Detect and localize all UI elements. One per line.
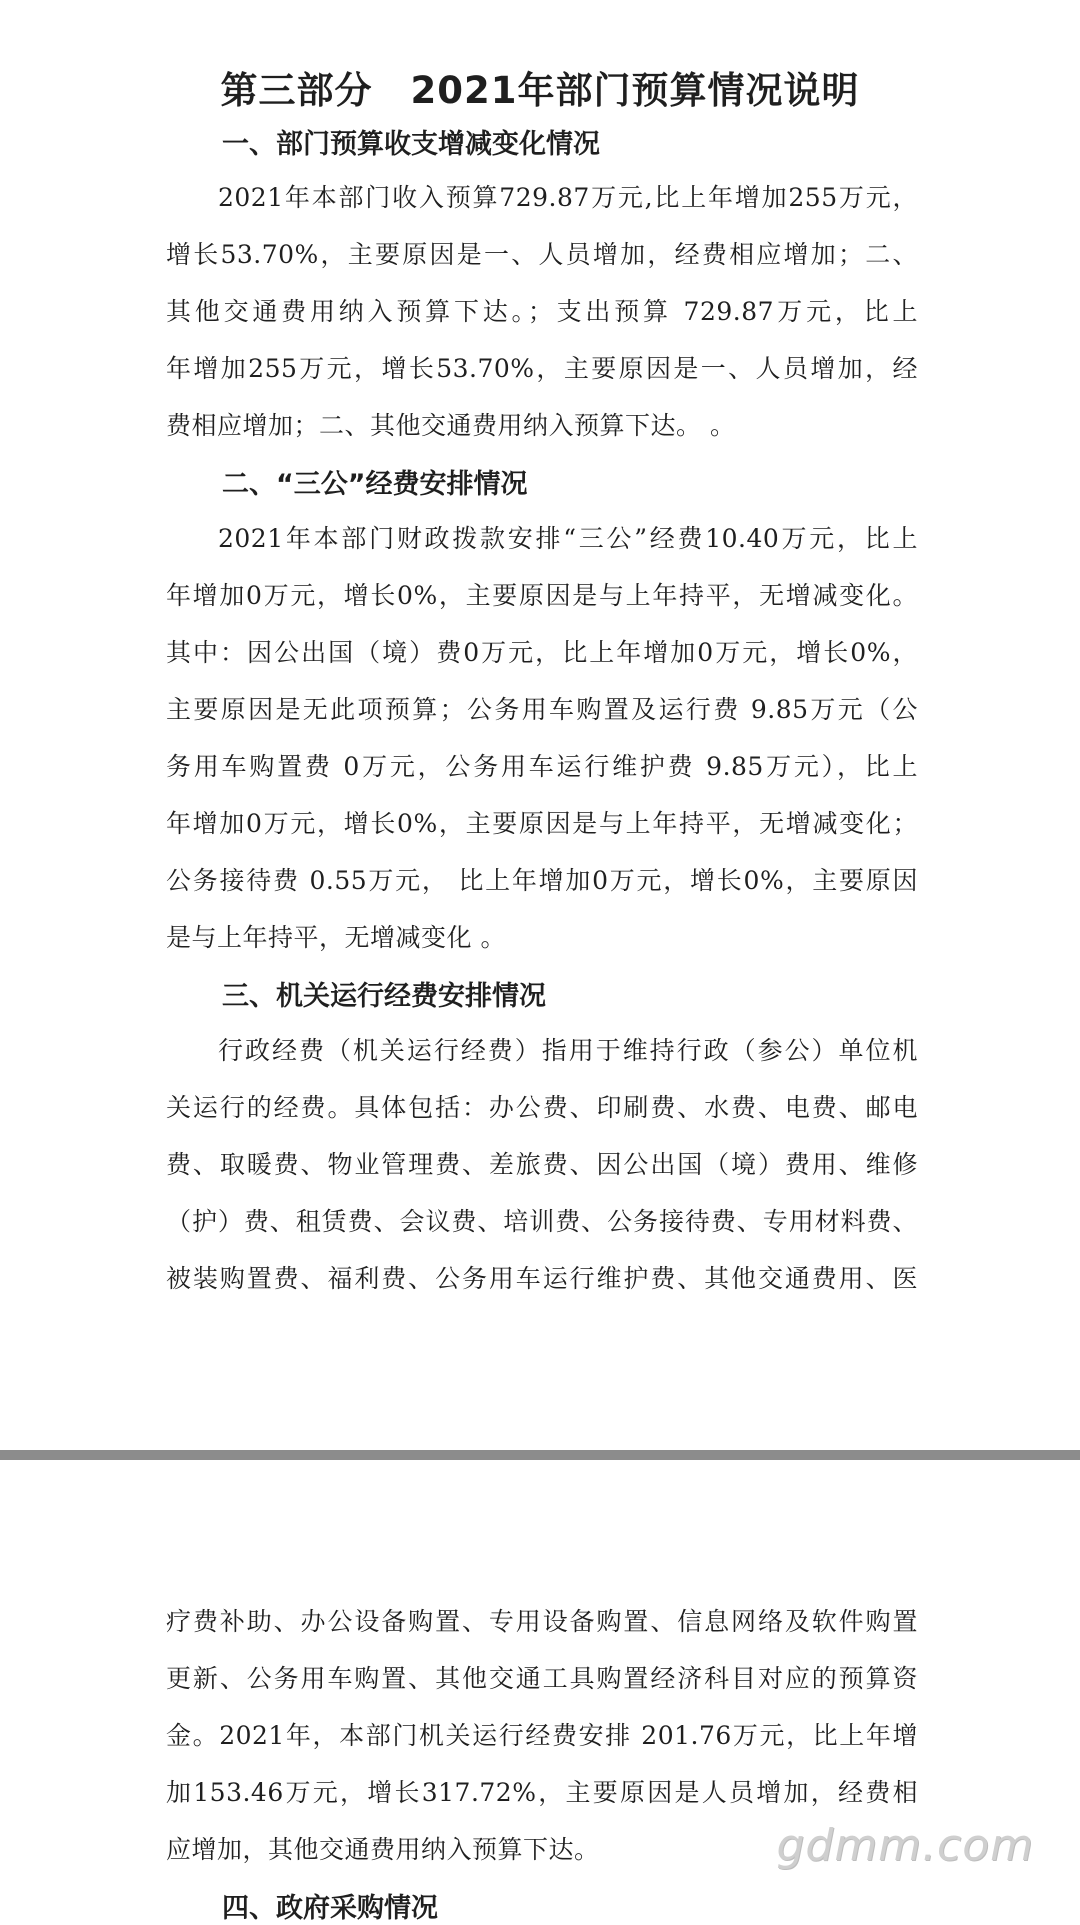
paragraph-line: 是与上年持平，无增减变化 。 (166, 923, 506, 952)
paragraph-line: 费、取暖费、物业管理费、差旅费、因公出国（境）费用、维修 (166, 1150, 918, 1179)
site-watermark: gdmm.com (776, 1820, 1034, 1871)
paragraph-line: 更新、公务用车购置、其他交通工具购置经济科目对应的预算资 (166, 1664, 918, 1693)
section-heading-government-procurement: 四、政府采购情况 (222, 1893, 438, 1924)
paragraph-line: 金。2021年，本部门机关运行经费安排 201.76万元，比上年增 (166, 1721, 918, 1750)
document-title: 第三部分 2021年部门预算情况说明 (220, 69, 860, 112)
paragraph-line: 费相应增加；二、其他交通费用纳入预算下达。 。 (166, 411, 736, 440)
paragraph-line: 加153.46万元，增长317.72%，主要原因是人员增加，经费相 (166, 1778, 918, 1807)
paragraph-line: 其中：因公出国（境）费0万元，比上年增加0万元，增长0%， (166, 638, 918, 667)
section-heading-three-public-expenses: 二、“三公”经费安排情况 (222, 469, 528, 500)
paragraph-line: 增长53.70%，主要原因是一、人员增加，经费相应增加；二、 (166, 240, 918, 269)
paragraph-line: 疗费补助、办公设备购置、专用设备购置、信息网络及软件购置 (166, 1607, 918, 1636)
section-heading-budget-changes: 一、部门预算收支增减变化情况 (222, 129, 600, 160)
page-divider (0, 1450, 1080, 1460)
paragraph-line: 主要原因是无此项预算；公务用车购置及运行费 9.85万元（公 (166, 695, 918, 724)
paragraph-line: （护）费、租赁费、会议费、培训费、公务接待费、专用材料费、 (166, 1207, 918, 1236)
paragraph-line: 年增加255万元，增长53.70%，主要原因是一、人员增加，经 (166, 354, 918, 383)
paragraph-line: 公务接待费 0.55万元， 比上年增加0万元，增长0%，主要原因 (166, 866, 918, 895)
paragraph-line: 应增加，其他交通费用纳入预算下达。 (166, 1835, 600, 1864)
paragraph-line: 其他交通费用纳入预算下达。；支出预算 729.87万元，比上 (166, 297, 918, 326)
paragraph-line: 行政经费（机关运行经费）指用于维持行政（参公）单位机 (218, 1036, 918, 1065)
paragraph-line: 2021年本部门财政拨款安排“三公”经费10.40万元，比上 (218, 524, 918, 553)
paragraph-line: 年增加0万元，增长0%，主要原因是与上年持平，无增减变化； (166, 809, 918, 838)
paragraph-line: 关运行的经费。具体包括：办公费、印刷费、水费、电费、邮电 (166, 1093, 918, 1122)
paragraph-line: 2021年本部门收入预算729.87万元,比上年增加255万元， (218, 183, 918, 212)
paragraph-line: 被装购置费、福利费、公务用车运行维护费、其他交通费用、医 (166, 1264, 918, 1293)
paragraph-line: 年增加0万元，增长0%，主要原因是与上年持平，无增减变化。 (166, 581, 918, 610)
section-heading-operating-expenses: 三、机关运行经费安排情况 (222, 981, 546, 1012)
paragraph-line: 务用车购置费 0万元，公务用车运行维护费 9.85万元），比上 (166, 752, 918, 781)
